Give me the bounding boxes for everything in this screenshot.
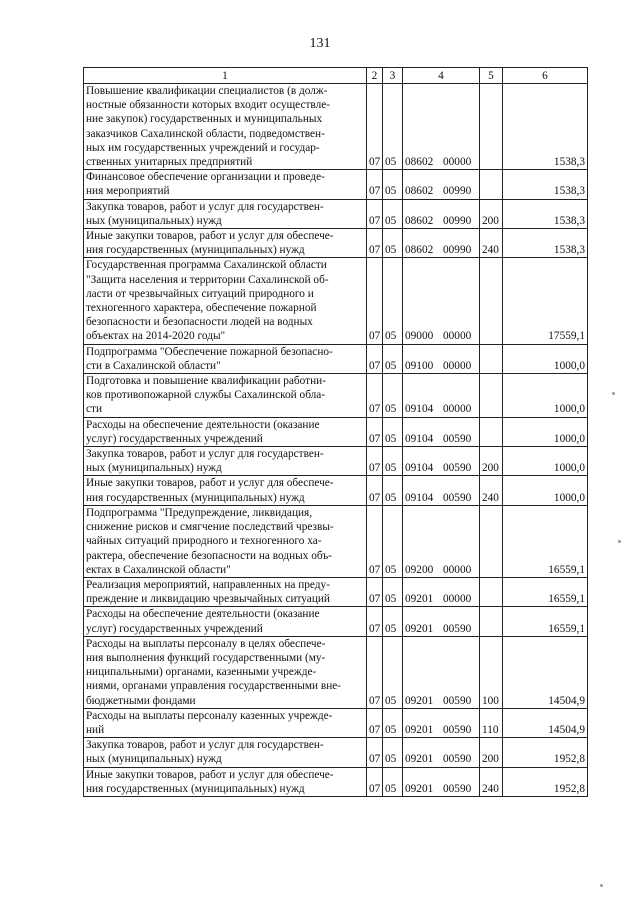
column-header: 6 (503, 68, 588, 84)
direction-code: 00000 (443, 330, 472, 343)
row-section: 07 (367, 170, 383, 199)
row-target-article (403, 708, 480, 737)
table-row (84, 417, 588, 446)
program-code: 09201 (405, 622, 434, 635)
row-amount: 1952,8 (503, 767, 588, 796)
row-subsection: 05 (383, 199, 403, 228)
row-name: Подпрограмма "Обеспечение пожарной безопасно- сти в Сахалинской области" (84, 344, 367, 373)
row-target-article (403, 577, 480, 606)
row-section: 07 (367, 636, 383, 708)
direction-code: 00000 (443, 156, 472, 169)
row-expense-type: 100 (480, 636, 503, 708)
row-expense-type: 110 (480, 708, 503, 737)
table-row (84, 708, 588, 737)
direction-code: 00590 (443, 782, 472, 795)
row-target-article (403, 636, 480, 708)
table-row (84, 229, 588, 258)
column-header: 4 (403, 68, 480, 84)
row-name: Закупка товаров, работ и услуг для государствен- ных (муниципальных) нужд (84, 738, 367, 767)
direction-code: 00590 (443, 723, 472, 736)
row-target-article (403, 170, 480, 199)
row-subsection: 05 (383, 229, 403, 258)
row-subsection: 05 (383, 344, 403, 373)
row-target-article (403, 417, 480, 446)
row-subsection: 05 (383, 738, 403, 767)
row-name: Расходы на обеспечение деятельности (оказание услуг) государственных учреждений (84, 607, 367, 636)
row-amount: 16559,1 (503, 577, 588, 606)
row-subsection: 05 (383, 84, 403, 170)
row-name: Подготовка и повышение квалификации работни- ков противопожарной службы Сахалинской обла- сти (84, 374, 367, 418)
table-header-row (84, 68, 588, 84)
row-expense-type (480, 258, 503, 344)
program-code: 09000 (405, 330, 434, 343)
row-expense-type (480, 84, 503, 170)
row-target-article (403, 607, 480, 636)
row-subsection: 05 (383, 505, 403, 577)
scan-speck (618, 540, 621, 543)
table-row (84, 577, 588, 606)
table-row (84, 476, 588, 505)
direction-code: 00000 (443, 359, 472, 372)
row-target-article (403, 199, 480, 228)
row-section: 07 (367, 84, 383, 170)
direction-code: 00000 (443, 593, 472, 606)
row-name: Реализация мероприятий, направленных на преду- преждение и ликвидацию чрезвычайных ситуаций (84, 577, 367, 606)
row-expense-type: 240 (480, 476, 503, 505)
page-number: 131 (309, 36, 331, 51)
row-expense-type: 200 (480, 199, 503, 228)
row-section: 07 (367, 767, 383, 796)
program-code: 09104 (405, 462, 434, 475)
row-expense-type: 240 (480, 229, 503, 258)
direction-code: 00590 (443, 694, 472, 707)
row-target-article (403, 476, 480, 505)
row-name: Расходы на выплаты персоналу казенных учрежде- ний (84, 708, 367, 737)
row-name: Закупка товаров, работ и услуг для государствен- ных (муниципальных) нужд (84, 199, 367, 228)
direction-code: 00990 (443, 244, 472, 257)
column-header: 1 (84, 68, 367, 84)
row-expense-type: 200 (480, 447, 503, 476)
scan-speck (612, 392, 615, 395)
row-expense-type (480, 170, 503, 199)
row-subsection: 05 (383, 374, 403, 418)
row-name: Расходы на выплаты персоналу в целях обеспече- ния выполнения функций государственными (му- ниципальными) органами, казенными учрежде- ниями, органами управления государственными вне- бюджетными фондами (84, 636, 367, 708)
row-section: 07 (367, 607, 383, 636)
row-amount: 1952,8 (503, 738, 588, 767)
row-target-article (403, 374, 480, 418)
row-subsection: 05 (383, 577, 403, 606)
row-target-article (403, 738, 480, 767)
direction-code: 00590 (443, 432, 472, 445)
row-name: Иные закупки товаров, работ и услуг для обеспече- ния государственных (муниципальных) нужд (84, 229, 367, 258)
row-section: 07 (367, 344, 383, 373)
row-amount: 1000,0 (503, 344, 588, 373)
row-subsection: 05 (383, 708, 403, 737)
direction-code: 00590 (443, 462, 472, 475)
row-name: Подпрограмма "Предупреждение, ликвидация, снижение рисков и смягчение последствий чрезвы- чайных ситуаций природного и техногенного ха- рактера, обеспечение безопасности на водных объ- ектах в Сахалинской области" (84, 505, 367, 577)
table-row (84, 258, 588, 344)
row-name: Расходы на обеспечение деятельности (оказание услуг) государственных учреждений (84, 417, 367, 446)
table-row (84, 344, 588, 373)
row-section: 07 (367, 447, 383, 476)
program-code: 09104 (405, 403, 434, 416)
table-row (84, 447, 588, 476)
row-amount: 1000,0 (503, 417, 588, 446)
row-subsection: 05 (383, 170, 403, 199)
direction-code: 00590 (443, 622, 472, 635)
row-target-article (403, 258, 480, 344)
program-code: 09201 (405, 593, 434, 606)
table-row (84, 374, 588, 418)
column-header: 3 (383, 68, 403, 84)
table-row (84, 636, 588, 708)
row-amount: 16559,1 (503, 607, 588, 636)
row-amount: 1538,3 (503, 199, 588, 228)
row-subsection: 05 (383, 447, 403, 476)
row-subsection: 05 (383, 417, 403, 446)
row-name: Иные закупки товаров, работ и услуг для обеспече- ния государственных (муниципальных) нужд (84, 476, 367, 505)
row-subsection: 05 (383, 607, 403, 636)
program-code: 08602 (405, 185, 434, 198)
row-target-article (403, 84, 480, 170)
row-amount: 14504,9 (503, 708, 588, 737)
program-code: 09200 (405, 563, 434, 576)
program-code: 09201 (405, 694, 434, 707)
row-section: 07 (367, 505, 383, 577)
direction-code: 00000 (443, 403, 472, 416)
row-section: 07 (367, 577, 383, 606)
program-code: 09201 (405, 753, 434, 766)
row-expense-type: 200 (480, 738, 503, 767)
direction-code: 00990 (443, 214, 472, 227)
row-amount: 14504,9 (503, 636, 588, 708)
row-amount: 1538,3 (503, 84, 588, 170)
direction-code: 00990 (443, 185, 472, 198)
row-section: 07 (367, 199, 383, 228)
direction-code: 00590 (443, 753, 472, 766)
table-row (84, 607, 588, 636)
table-row (84, 199, 588, 228)
program-code: 09201 (405, 723, 434, 736)
row-target-article (403, 447, 480, 476)
row-name: Финансовое обеспечение организации и проведе- ния мероприятий (84, 170, 367, 199)
row-target-article (403, 505, 480, 577)
program-code: 09104 (405, 491, 434, 504)
row-expense-type (480, 417, 503, 446)
column-header: 5 (480, 68, 503, 84)
row-section: 07 (367, 229, 383, 258)
row-amount: 1538,3 (503, 170, 588, 199)
program-code: 09100 (405, 359, 434, 372)
row-expense-type (480, 344, 503, 373)
table-row (84, 84, 588, 170)
program-code: 09201 (405, 782, 434, 795)
row-expense-type: 240 (480, 767, 503, 796)
program-code: 08602 (405, 244, 434, 257)
row-section: 07 (367, 258, 383, 344)
row-section: 07 (367, 738, 383, 767)
row-amount: 16559,1 (503, 505, 588, 577)
row-amount: 1538,3 (503, 229, 588, 258)
row-target-article (403, 344, 480, 373)
row-subsection: 05 (383, 258, 403, 344)
program-code: 08602 (405, 214, 434, 227)
row-amount: 17559,1 (503, 258, 588, 344)
row-expense-type (480, 607, 503, 636)
row-amount: 1000,0 (503, 374, 588, 418)
table-row (84, 767, 588, 796)
program-code: 08602 (405, 156, 434, 169)
table-row (84, 738, 588, 767)
row-amount: 1000,0 (503, 476, 588, 505)
row-name: Закупка товаров, работ и услуг для государствен- ных (муниципальных) нужд (84, 447, 367, 476)
row-section: 07 (367, 374, 383, 418)
table-row (84, 170, 588, 199)
budget-table (83, 67, 588, 797)
row-section: 07 (367, 417, 383, 446)
row-subsection: 05 (383, 636, 403, 708)
row-section: 07 (367, 708, 383, 737)
row-section: 07 (367, 476, 383, 505)
row-amount: 1000,0 (503, 447, 588, 476)
table-row (84, 505, 588, 577)
row-expense-type (480, 374, 503, 418)
program-code: 09104 (405, 432, 434, 445)
direction-code: 00000 (443, 563, 472, 576)
scan-speck (600, 884, 603, 887)
row-target-article (403, 229, 480, 258)
row-expense-type (480, 505, 503, 577)
row-expense-type (480, 577, 503, 606)
row-subsection: 05 (383, 476, 403, 505)
direction-code: 00590 (443, 491, 472, 504)
row-subsection: 05 (383, 767, 403, 796)
row-name: Повышение квалификации специалистов (в долж- ностные обязанности которых входит осуществле- ние закупок) государственных и муниципальных заказчиков Сахалинской области, подведомствен- ных им государственных учреждений и государ- ственных унитарных предприятий (84, 84, 367, 170)
row-name: Иные закупки товаров, работ и услуг для обеспече- ния государственных (муниципальных) нужд (84, 767, 367, 796)
column-header: 2 (367, 68, 383, 84)
row-target-article (403, 767, 480, 796)
row-name: Государственная программа Сахалинской области "Защита населения и территории Сахалинской об- ласти от чрезвычайных ситуаций природного и техногенного характера, обеспечение пожарной безопасности и безопасности людей на водных объектах на 2014-2020 годы" (84, 258, 367, 344)
